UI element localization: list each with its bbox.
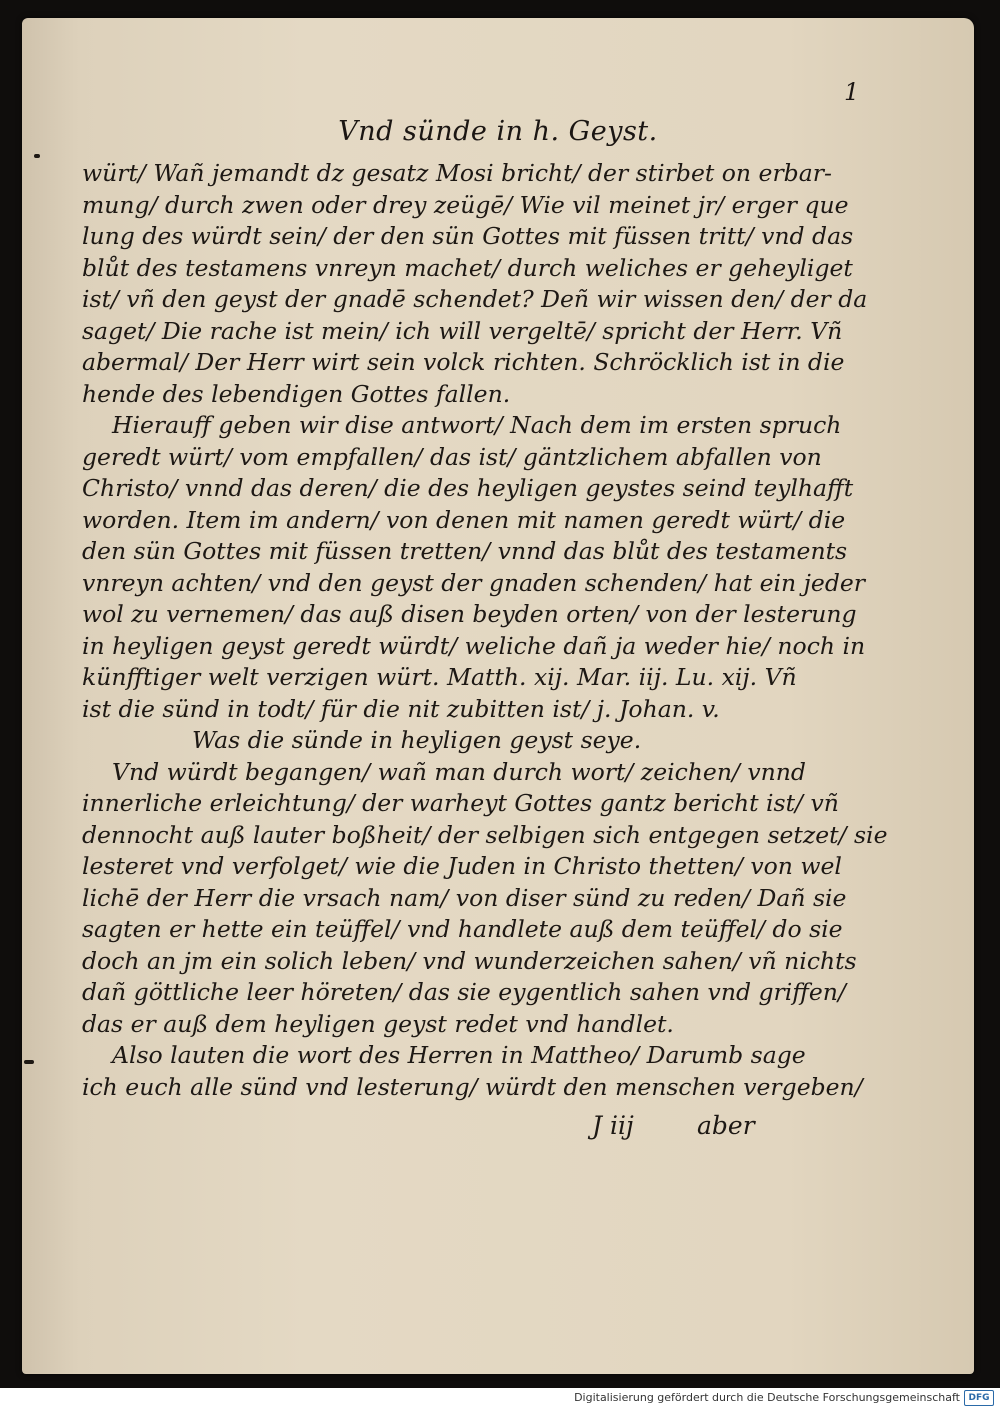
text-line: mung/ durch zwen oder drey zeügē/ Wie vil meinet jr/ erger que [82,190,849,219]
text-line: geredt würt/ vom empfallen/ das ist/ gäntzlichem abfallen von [82,442,822,471]
paragraph-start-line: Also lauten die wort des Herren in Mattheo/ Darumb sage [112,1041,806,1069]
text-line: lesteret vnd verfolget/ wie die Juden in Christo thetten/ von wel [82,852,842,880]
book-page [22,18,974,1374]
catchword: aber [697,1111,755,1140]
text-line: würt/ Wañ jemandt dz gesatz Mosi bricht/ der stirbet on erbar- [82,159,832,187]
paragraph-start-line: Hierauff geben wir dise antwort/ Nach dem im ersten spruch [112,411,842,439]
funding-credit: Digitalisierung gefördert durch die Deutsche Forschungsgemeinschaft [574,1391,960,1404]
page-number: 1 [844,78,860,106]
text-line: den sün Gottes mit füssen tretten/ vnnd das blůt des testaments [82,537,848,565]
text-line: ist die sünd in todt/ für die nit zubitten ist/ j. Johan. v. [82,694,720,723]
text-line: lichē der Herr die vrsach nam/ von diser sünd zu reden/ Dañ sie [82,883,847,912]
footer-bar [0,1388,1000,1409]
margin-mark [34,154,40,158]
text-line: lung des würdt sein/ der den sün Gottes mit füssen tritt/ vnd das [82,222,854,250]
body-text [82,158,888,1103]
text-line: vnreyn achten/ vnd den geyst der gnaden schenden/ hat ein jeder [82,568,866,597]
running-head: Vnd sünde in h. Geyst. [338,116,658,147]
text-line: wol zu vernemen/ das auß disen beyden orten/ von der lesterung [82,600,857,628]
text-line: künfftiger welt verzigen würt. Matth. xij. Mar. iij. Lu. xij. Vñ [82,663,797,691]
text-line: innerliche erleichtung/ der warheyt Gottes gantz bericht ist/ vñ [82,789,839,817]
text-line: hende des lebendigen Gottes fallen. [82,379,511,408]
text-line: worden. Item im andern/ von denen mit namen geredt würt/ die [82,505,846,534]
text-line: dennocht auß lauter boßheit/ der selbigen sich entgegen setzet/ sie [82,820,888,849]
text-line: ich euch alle sünd vnd lesterung/ würdt den menschen vergeben/ [82,1072,863,1101]
text-line: blůt des testamens vnreyn machet/ durch weliches er geheyliget [82,253,853,282]
margin-mark [24,1060,34,1064]
paragraph-start-line: Vnd würdt begangen/ wañ man durch wort/ zeichen/ vnnd [112,757,806,786]
text-line: doch an jm ein solich leben/ vnd wunderzeichen sahen/ vñ nichts [82,946,857,975]
dfg-logo: DFG [964,1390,994,1406]
text-line: dañ göttliche leer höreten/ das sie eygentlich sahen vnd griffen/ [82,978,846,1006]
text-line: das er auß dem heyligen geyst redet vnd handlet. [82,1009,674,1038]
text-line: in heyligen geyst geredt würdt/ weliche dañ ja weder hie/ noch in [82,631,866,660]
text-line: Christo/ vnnd das deren/ die des heyligen geystes seind teylhafft [82,474,854,502]
section-heading: Was die sünde in heyligen geyst seye. [192,726,642,754]
text-line: ist/ vñ den geyst der gnadē schendet? Deñ wir wissen den/ der da [82,285,868,313]
text-line: sagten er hette ein teüffel/ vnd handlete auß dem teüffel/ do sie [82,915,843,943]
page-foot [582,1111,772,1145]
text-line: saget/ Die rache ist mein/ ich will vergeltē/ spricht der Herr. Vñ [82,316,843,345]
signature-mark: J iij [592,1111,634,1140]
text-line: abermal/ Der Herr wirt sein volck richten. Schröcklich ist in die [82,348,845,376]
